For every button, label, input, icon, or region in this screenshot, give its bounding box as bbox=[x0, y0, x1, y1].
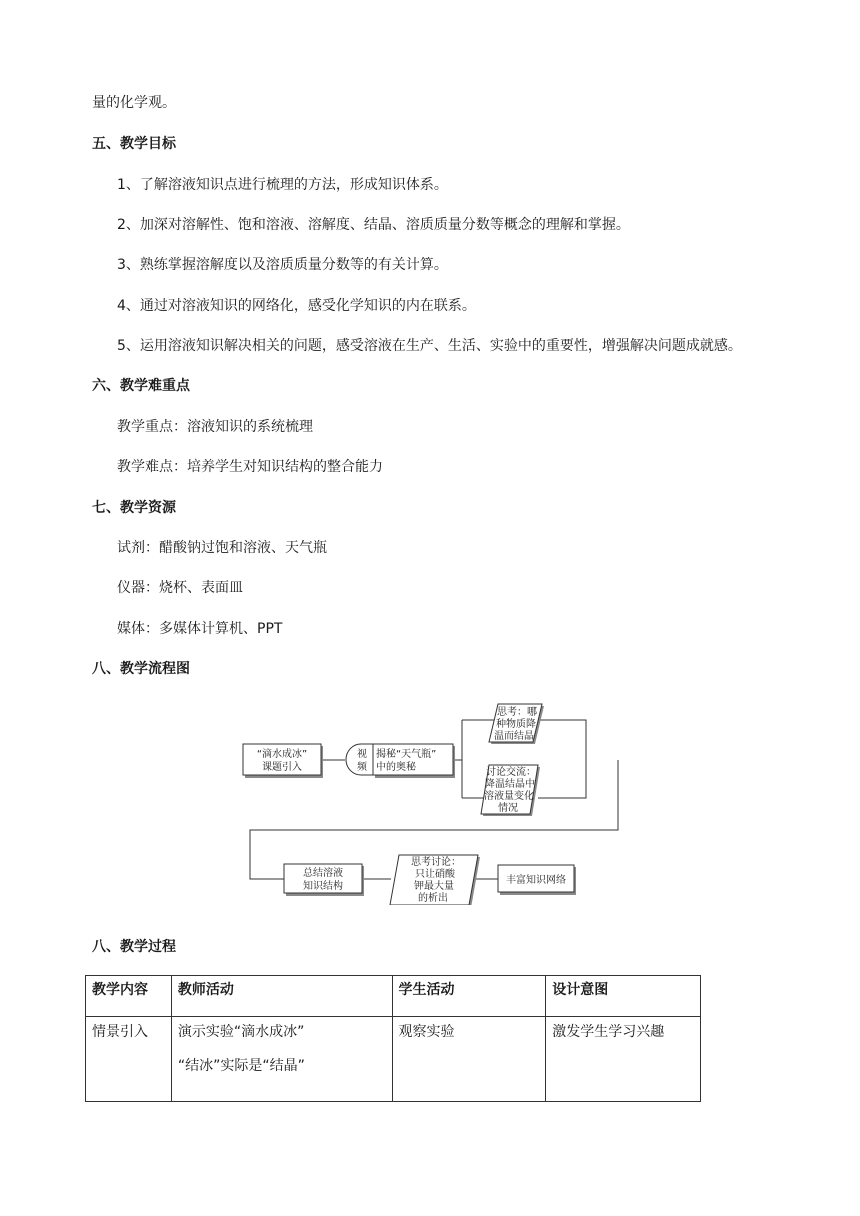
key-point-item: 教学重点：溶液知识的系统梳理 bbox=[117, 419, 313, 435]
resource-item: 仪器：烧杯、表面皿 bbox=[117, 580, 243, 596]
teaching-process-table bbox=[85, 975, 701, 1102]
flow-node-discuss-line4: 情况 bbox=[498, 803, 518, 814]
flow-node-think2-line3: 钾最大量 bbox=[414, 881, 454, 892]
flow-node-think2-line2: 只让硝酸 bbox=[415, 869, 455, 880]
flow-node-video-line1: 视 bbox=[357, 749, 367, 760]
flow-node-summary-line1: 总结溶液 bbox=[303, 868, 343, 879]
objective-item: 4、通过对溶液知识的网络化，感受化学知识的内在联系。 bbox=[117, 298, 476, 314]
flow-node-think1-line3: 温而结晶 bbox=[494, 731, 534, 742]
flow-node-video bbox=[346, 744, 373, 775]
flow-node-discuss bbox=[481, 765, 540, 816]
teacher-activity-line: 演示实验“滴水成冰” bbox=[177, 1024, 305, 1040]
flow-node-think2-line1: 思考讨论： bbox=[411, 857, 461, 868]
header-student-activity: 学生活动 bbox=[392, 976, 546, 1017]
resource-item: 试剂：醋酸钠过饱和溶液、天气瓶 bbox=[117, 540, 327, 556]
flow-node-summary bbox=[284, 864, 364, 896]
process-heading: 八、教学过程 bbox=[92, 939, 176, 955]
flow-node-intro-line2: 课题引入 bbox=[262, 762, 302, 773]
resource-item: 媒体：多媒体计算机、PPT bbox=[117, 621, 283, 637]
objective-item: 3、熟练掌握溶解度以及溶质质量分数等的有关计算。 bbox=[117, 257, 448, 273]
flow-node-reveal bbox=[373, 744, 455, 778]
flow-node-intro-line1: “滴水成冰” bbox=[256, 749, 308, 760]
objectives-heading: 五、教学目标 bbox=[92, 136, 176, 152]
flow-node-reveal-line1: 揭秘“天气瓶” bbox=[376, 749, 437, 760]
key-points-heading: 六、教学难重点 bbox=[92, 378, 190, 394]
resources-heading: 七、教学资源 bbox=[92, 500, 176, 516]
objective-item: 2、加深对溶解性、饱和溶液、溶解度、结晶、溶质质量分数等概念的理解和掌握。 bbox=[117, 217, 630, 233]
flow-node-network-label: 丰富知识网络 bbox=[506, 875, 566, 886]
flow-node-think2-line4: 的析出 bbox=[418, 893, 448, 904]
objective-item: 5、运用溶液知识解决相关的问题，感受溶液在生产、生活、实验中的重要性，增强解决问题成就感。 bbox=[117, 338, 742, 354]
flow-node-video-line2: 频 bbox=[357, 762, 367, 773]
flow-node-discuss-line3: 溶液量变化 bbox=[484, 791, 534, 802]
flow-node-discuss-line1: 讨论交流： bbox=[486, 767, 536, 778]
header-teacher-activity: 教师活动 bbox=[171, 976, 392, 1017]
cell-design-intent: 激发学生学习兴趣 bbox=[546, 1017, 701, 1102]
flow-node-intro bbox=[243, 744, 323, 778]
header-content: 教学内容 bbox=[86, 976, 172, 1017]
cell-content: 情景引入 bbox=[86, 1017, 172, 1102]
flow-node-think1-line2: 种物质降 bbox=[496, 719, 536, 730]
flow-node-think1 bbox=[489, 704, 544, 744]
flow-node-summary-line2: 知识结构 bbox=[303, 881, 343, 892]
flow-node-reveal-line2: 中的奥秘 bbox=[376, 762, 416, 773]
flow-node-discuss-line2: 降温结晶中 bbox=[485, 779, 535, 790]
difficult-point-item: 教学难点：培养学生对知识结构的整合能力 bbox=[117, 459, 383, 475]
table-header-row bbox=[86, 976, 701, 1017]
flowchart-heading: 八、教学流程图 bbox=[92, 661, 190, 677]
header-design-intent: 设计意图 bbox=[546, 976, 701, 1017]
table-row bbox=[86, 1017, 701, 1102]
cell-teacher-activity bbox=[171, 1017, 392, 1102]
teacher-activity-line: “结冰”实际是“结晶” bbox=[177, 1058, 305, 1074]
cell-student-activity: 观察实验 bbox=[392, 1017, 546, 1102]
flow-node-think1-line1: 思考：哪 bbox=[497, 707, 537, 718]
objective-item: 1、了解溶液知识点进行梳理的方法，形成知识体系。 bbox=[117, 177, 448, 193]
flow-node-network bbox=[498, 865, 576, 895]
teaching-flowchart bbox=[238, 700, 628, 905]
intro-tail-text: 量的化学观。 bbox=[92, 95, 176, 111]
flow-node-think2 bbox=[390, 855, 480, 905]
